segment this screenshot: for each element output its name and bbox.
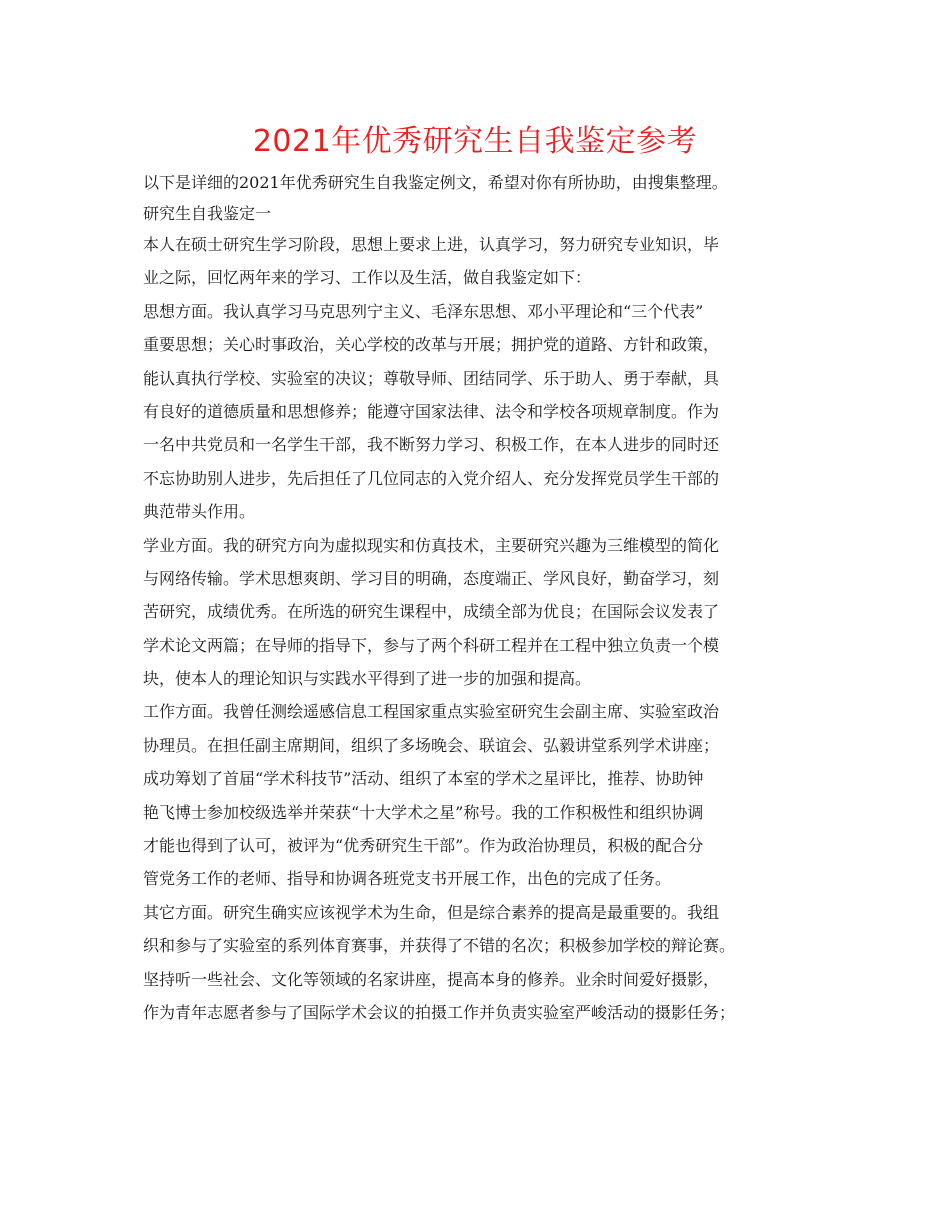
- text-line: 不忘协助别人进步，先后担任了几位同志的入党介绍人、充分发挥党员学生干部的: [143, 468, 720, 488]
- text-line: 苦研究，成绩优秀。在所选的研究生课程中，成绩全部为优良；在国际会议发表了: [143, 602, 720, 622]
- text-line: 协理员。在担任副主席期间，组织了多场晚会、联谊会、弘毅讲堂系列学术讲座；: [143, 735, 720, 755]
- text-line: 重要思想；关心时事政治，关心学校的改革与开展；拥护党的道路、方针和政策，: [143, 335, 720, 355]
- document-title: 2021年优秀研究生自我鉴定参考: [252, 124, 698, 159]
- text-line: 学术论文两篇；在导师的指导下，参与了两个科研工程并在工程中独立负责一个模: [143, 635, 720, 655]
- text-line: 与网络传输。学术思想爽朗、学习目的明确，态度端正、学风良好，勤奋学习，刻: [143, 568, 720, 588]
- text-line: 织和参与了实验室的系列体育赛事，并获得了不错的名次；积极参加学校的辩论赛。: [143, 936, 736, 956]
- text-line: 管党务工作的老师、指导和协调各班党支书开展工作，出色的完成了任务。: [143, 869, 672, 889]
- text-line: 艳飞博士参加校级选举并荣获“十大学术之星”称号。我的工作积极性和组织协调: [143, 802, 704, 822]
- text-line: 业之际，回忆两年来的学习、工作以及生活，做自我鉴定如下：: [143, 268, 592, 288]
- text-line: 坚持听一些社会、文化等领域的名家讲座，提高本身的修养。业余时间爱好摄影，: [143, 969, 720, 989]
- text-line: 作为青年志愿者参与了国际学术会议的拍摄工作并负责实验室严峻活动的摄影任务；: [143, 1002, 736, 1022]
- text-line: 工作方面。我曾任测绘遥感信息工程国家重点实验室研究生会副主席、实验室政治: [143, 702, 720, 722]
- text-line: 其它方面。研究生确实应该视学术为生命，但是综合素养的提高是最重要的。我组: [143, 902, 720, 922]
- text-line: 以下是详细的2021年优秀研究生自我鉴定例文，希望对你有所协助，由搜集整理。: [143, 173, 728, 192]
- text-line: 思想方面。我认真学习马克思列宁主义、毛泽东思想、邓小平理论和“三个代表”: [143, 301, 704, 321]
- text-line: 块，使本人的理论知识与实践水平得到了进一步的加强和提高。: [143, 669, 592, 689]
- text-line: 本人在硕士研究生学习阶段，思想上要求上进，认真学习，努力研究专业知识，毕: [143, 235, 720, 254]
- text-line: 才能也得到了认可，被评为“优秀研究生干部”。作为政治协理员，积极的配合分: [143, 836, 704, 856]
- text-line: 能认真执行学校、实验室的决议；尊敬导师、团结同学、乐于助人、勇于奉献，具: [143, 368, 720, 388]
- text-line: 典范带头作用。: [143, 502, 256, 522]
- text-line: 学业方面。我的研究方向为虚拟现实和仿真技术，主要研究兴趣为三维模型的简化: [143, 535, 720, 555]
- text-line: 一名中共党员和一名学生干部，我不断努力学习、积极工作，在本人进步的同时还: [143, 435, 720, 455]
- document-body: [143, 166, 819, 1029]
- text-line: 成功筹划了首届“学术科技节”活动、组织了本室的学术之星评比，推荐、协助钟: [143, 769, 704, 789]
- text-line: 有良好的道德质量和思想修养；能遵守国家法律、法令和学校各项规章制度。作为: [143, 401, 720, 421]
- section-heading: 研究生自我鉴定一: [143, 204, 272, 223]
